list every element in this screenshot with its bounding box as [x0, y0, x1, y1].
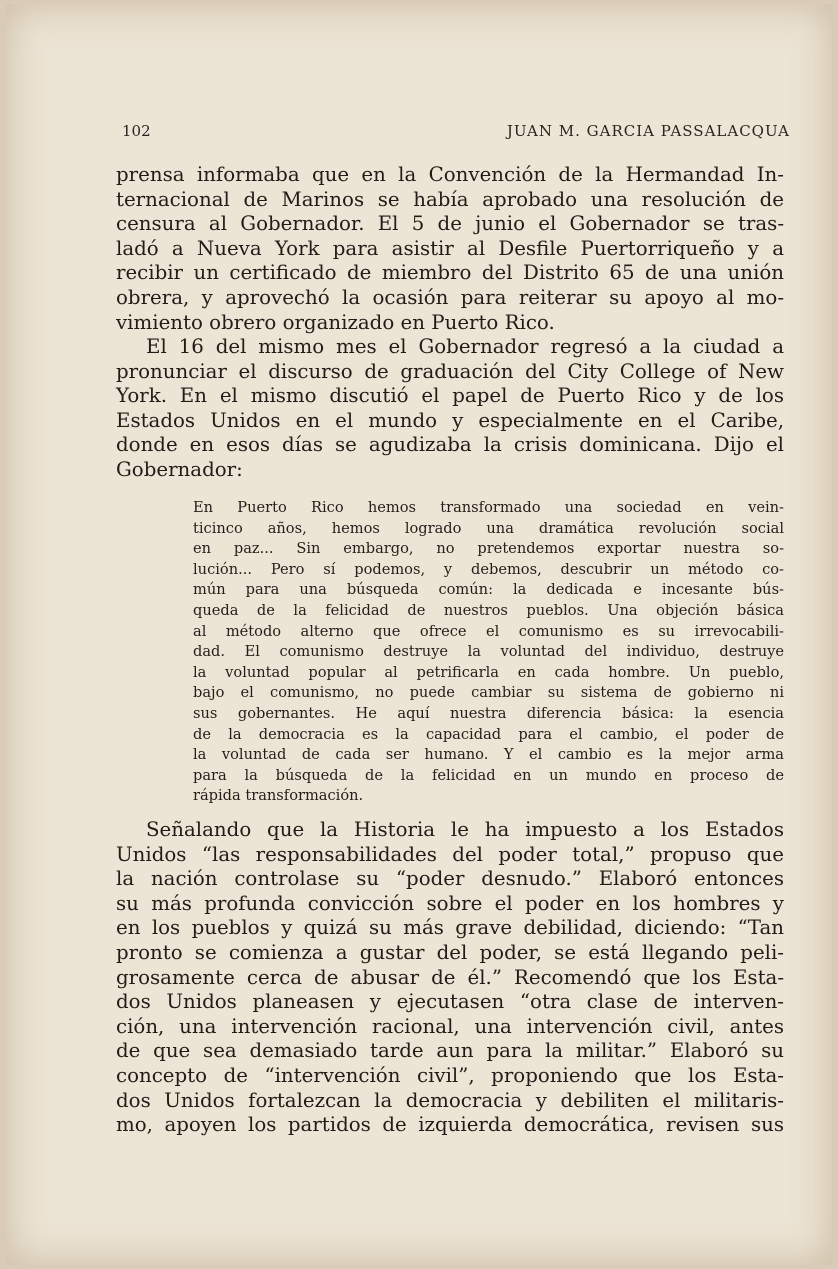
text-line: concepto de “intervención civil”, proponiendo que los Esta-: [116, 1063, 784, 1087]
page-number: 102: [122, 122, 151, 140]
paragraph-3: [116, 818, 784, 1138]
text-line: dos Unidos planeasen y ejecutasen “otra clase de interven-: [116, 990, 784, 1014]
text-line: su más profunda convicción sobre el poder en los hombres y: [116, 891, 784, 915]
text-line: ladó a Nueva York para asistir al Desfile Puertorriqueño y a: [116, 236, 784, 260]
text-line: El 16 del mismo mes el Gobernador regresó a la ciudad a: [146, 335, 784, 358]
text-line: prensa informaba que en la Convención de la Hermandad In-: [116, 163, 784, 186]
text-line: dos Unidos fortalezcan la democracia y debiliten el militaris-: [116, 1088, 784, 1112]
text-line: recibir un certificado de miembro del Distrito 65 de una unión: [116, 261, 784, 285]
text-line: York. En el mismo discutió el papel de Puerto Rico y de los: [116, 384, 784, 408]
text-line: la nación controlase su “poder desnudo.” Elaboró entonces: [116, 867, 784, 891]
quote-line: rápida transformación.: [193, 787, 364, 805]
page-header: [122, 122, 790, 146]
text-line: grosamente cerca de abusar de él.” Recomendó que los Esta-: [116, 965, 784, 989]
text-line: obrera, y aprovechó la ocasión para reiterar su apoyo al mo-: [116, 285, 784, 309]
text-line: en los pueblos y quizá su más grave debilidad, diciendo: “Tan: [116, 916, 784, 940]
quote-line: sus gobernantes. He aquí nuestra diferencia básica: la esencia: [193, 704, 784, 722]
text-line: pronto se comienza a gustar del poder, se está llegando peli-: [116, 940, 784, 964]
quote-line: para la búsqueda de la felicidad en un mundo en proceso de: [193, 766, 784, 784]
quote-line: bajo el comunismo, no puede cambiar su sistema de gobierno ni: [193, 684, 784, 702]
text-line: mo, apoyen los partidos de izquierda democrática, revisen sus: [116, 1113, 784, 1137]
quote-line: En Puerto Rico hemos transformado una sociedad en vein-: [193, 499, 784, 516]
text-line: Gobernador:: [116, 457, 243, 481]
block-quote: [193, 498, 784, 807]
text-line: Señalando que la Historia le ha impuesto a los Estados: [146, 818, 784, 841]
quote-line: dad. El comunismo destruye la voluntad del individuo, destruye: [193, 643, 784, 661]
text-line: censura al Gobernador. El 5 de junio el Gobernador se tras-: [116, 212, 784, 236]
running-title: JUAN M. GARCIA PASSALACQUA: [506, 122, 790, 140]
quote-line: queda de la felicidad de nuestros pueblos. Una objeción básica: [193, 601, 784, 619]
quote-line: lución... Pero sí podemos, y debemos, descubrir un método co-: [193, 560, 784, 578]
text-line: pronunciar el discurso de graduación del City College of New: [116, 359, 784, 383]
quote-line: la voluntad de cada ser humano. Y el cambio es la mejor arma: [193, 746, 784, 764]
quote-line: mún para una búsqueda común: la dedicada e incesante bús-: [193, 581, 784, 599]
text-line: ternacional de Marinos se había aprobado una resolución de: [116, 187, 784, 211]
paragraph-2: [116, 335, 784, 483]
paragraph-1: [116, 163, 784, 335]
text-line: Estados Unidos en el mundo y especialmente en el Caribe,: [116, 408, 784, 432]
quote-line: la voluntad popular al petrificarla en cada hombre. Un pueblo,: [193, 663, 784, 681]
text-line: donde en esos días se agudizaba la crisis dominicana. Dijo el: [116, 433, 784, 457]
text-line: de que sea demasiado tarde aun para la militar.” Elaboró su: [116, 1039, 784, 1063]
text-line: ción, una intervención racional, una intervención civil, antes: [116, 1014, 784, 1038]
quote-line: al método alterno que ofrece el comunismo es su irrevocabili-: [193, 622, 784, 640]
quote-line: en paz... Sin embargo, no pretendemos exportar nuestra so-: [193, 540, 784, 558]
text-line: vimiento obrero organizado en Puerto Rico.: [116, 310, 555, 334]
quote-line: de la democracia es la capacidad para el cambio, el poder de: [193, 725, 784, 743]
quote-line: ticinco años, hemos logrado una dramática revolución social: [193, 519, 784, 537]
text-line: Unidos “las responsabilidades del poder total,” propuso que: [116, 842, 784, 866]
